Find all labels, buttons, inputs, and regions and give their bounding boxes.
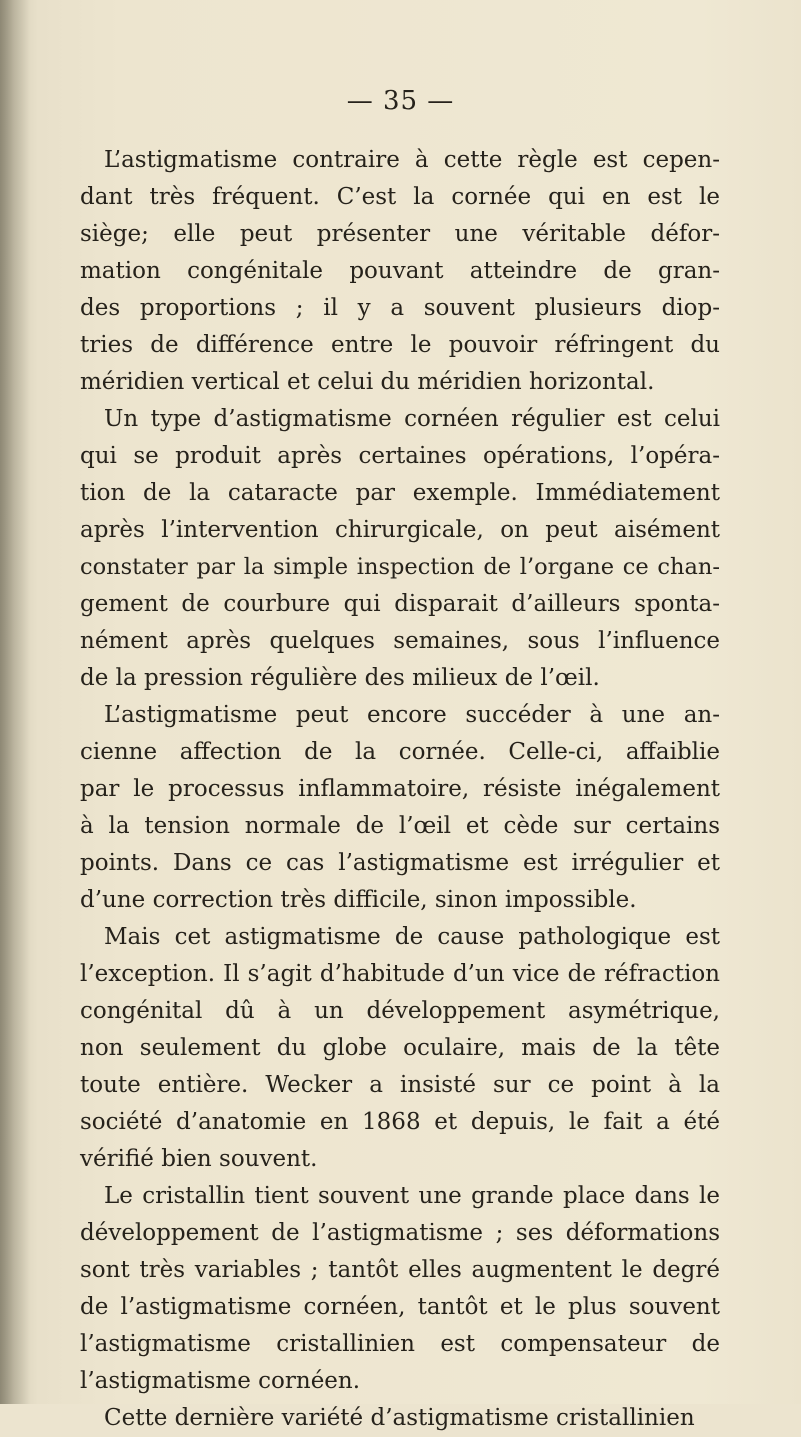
text-line: nément après quelques semaines, sous l’influence (80, 628, 720, 654)
text-line: dant très fréquent. C’est la cornée qui en est le (80, 184, 720, 210)
text-line: qui se produit après certaines opérations, l’opéra- (80, 443, 720, 469)
text-line: de l’astigmatisme cornéen, tantôt et le plus souvent (80, 1294, 720, 1320)
text-line: des proportions ; il y a souvent plusieurs diop- (80, 295, 720, 321)
text-line: Le cristallin tient souvent une grande place dans le (104, 1183, 720, 1209)
text-line: Un type d’astigmatisme cornéen régulier est celui (104, 406, 720, 432)
text-line: L’astigmatisme contraire à cette règle est cepen- (104, 147, 720, 173)
text-line: tries de différence entre le pouvoir réfringent du (80, 332, 720, 358)
text-line: par le processus inflammatoire, résiste inégalement (80, 776, 720, 802)
text-line: Cette dernière variété d’astigmatisme cristallinien (104, 1405, 695, 1431)
text-line: non seulement du globe oculaire, mais de la tête (80, 1035, 720, 1061)
text-line: d’une correction très difficile, sinon impossible. (80, 887, 637, 913)
text-line: méridien vertical et celui du méridien horizontal. (80, 369, 655, 395)
text-line: à la tension normale de l’œil et cède sur certains (80, 813, 720, 839)
text-line: de la pression régulière des milieux de l’œil. (80, 665, 600, 691)
text-line: l’astigmatisme cristallinien est compensateur de (80, 1331, 720, 1357)
text-line: mation congénitale pouvant atteindre de gran- (80, 258, 720, 284)
text-line: l’astigmatisme cornéen. (80, 1368, 361, 1394)
text-line: congénital dû à un développement asymétrique, (80, 998, 720, 1024)
spine-shadow (0, 0, 30, 1404)
text-line: gement de courbure qui disparait d’ailleurs sponta- (80, 591, 720, 617)
text-line: Mais cet astigmatisme de cause pathologique est (104, 924, 720, 950)
text-line: constater par la simple inspection de l’organe ce chan- (80, 554, 720, 580)
text-line: tion de la cataracte par exemple. Immédiatement (80, 480, 720, 506)
text-line: vérifié bien souvent. (80, 1146, 318, 1172)
text-line: toute entière. Wecker a insisté sur ce point à la (80, 1072, 720, 1098)
text-line: l’exception. Il s’agit d’habitude d’un vice de réfraction (80, 961, 720, 987)
text-line: société d’anatomie en 1868 et depuis, le fait a été (80, 1109, 720, 1135)
body-text (80, 142, 720, 1437)
text-line: cienne affection de la cornée. Celle-ci, affaiblie (80, 739, 720, 765)
text-line: L’astigmatisme peut encore succéder à une an- (104, 702, 720, 728)
text-line: après l’intervention chirurgicale, on peut aisément (80, 517, 720, 543)
text-line: siège; elle peut présenter une véritable défor- (80, 221, 720, 247)
text-line: sont très variables ; tantôt elles augmentent le degré (80, 1257, 720, 1283)
text-line: développement de l’astigmatisme ; ses déformations (80, 1220, 720, 1246)
text-line: points. Dans ce cas l’astigmatisme est irrégulier et (80, 850, 720, 876)
page-number: — 35 — (346, 86, 455, 116)
